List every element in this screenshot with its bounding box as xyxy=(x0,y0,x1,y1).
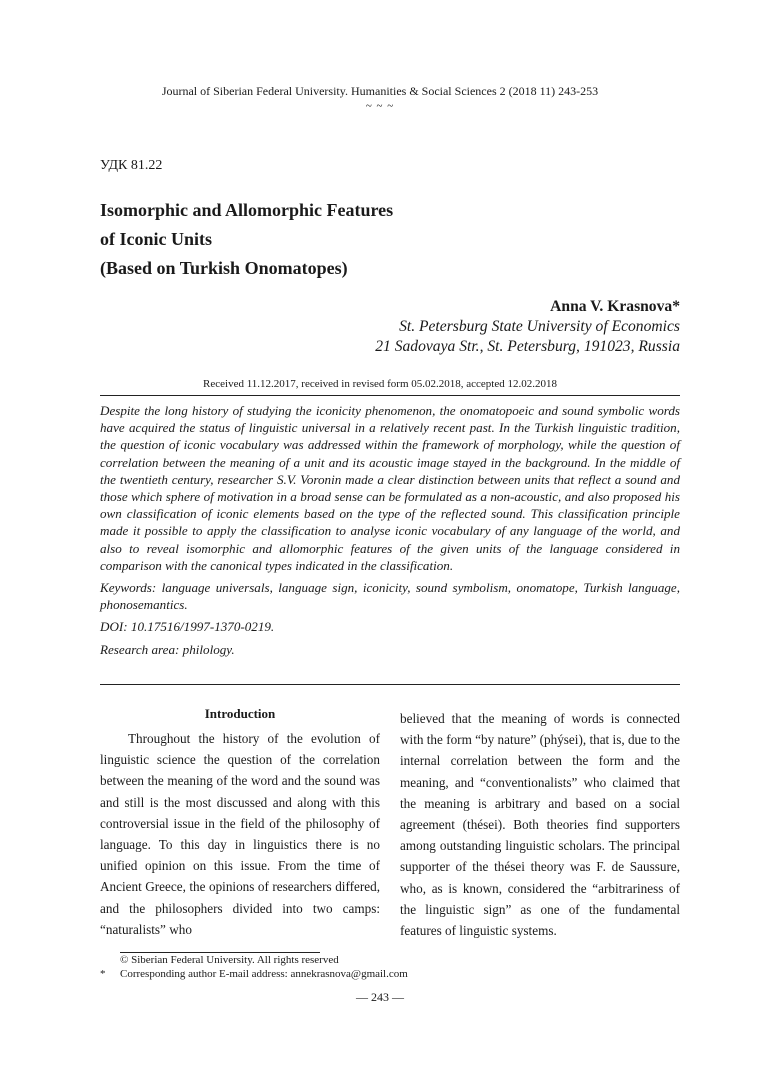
footnote-corresponding-text: Corresponding author E-mail address: annekrasnova@gmail.com xyxy=(120,968,408,980)
abstract-text: Despite the long history of studying the iconicity phenomenon, the onomatopoeic and sound symbolic words have acquired the status of linguistic universal in a relatively recent past. In the Turkish linguistic tradition, the question of iconic vocabulary was addressed within the framework of morphology, while the question of correlation between the meaning of a unit and its acoustic image stayed in the background. In the middle of the twentieth century, researcher S.V. Voronin made a clear distinction between units that reflect a sound and those which sphere of motivation in a broad sense can be formulated as a non-acoustic, and also proposed his own classification of iconic elements based on the type of the reflected sound. This classification principle made it possible to apply the classification to analyse iconic vocabulary of any language of the world, and also to reveal isomorphic and allomorphic features of the given units of the language considered in comparison with the canonical types indicated in the classification. xyxy=(100,403,680,573)
footnote-rule xyxy=(120,952,320,953)
author-affiliation: St. Petersburg State University of Economics xyxy=(399,318,680,335)
title-line-3: (Based on Turkish Onomatopes) xyxy=(100,258,348,278)
footnote-corresponding xyxy=(100,968,408,980)
section-separator: ~ ~ ~ xyxy=(365,100,395,112)
title-line-2: of Iconic Units xyxy=(100,229,212,249)
section-heading-introduction: Introduction xyxy=(204,706,276,721)
keywords: Keywords: language universals, language sign, iconicity, sound symbolism, onomatope, Turkish language, phonosemantics. xyxy=(100,580,680,613)
journal-header: Journal of Siberian Federal University. Humanities & Social Sciences 2 (2018 11) 243-253 xyxy=(161,84,599,98)
author-name: Anna V. Krasnova* xyxy=(550,298,680,315)
abstract-top-rule xyxy=(100,395,680,396)
body-paragraph: Throughout the history of the evolution of linguistic science the question of the correlation between the meaning of the word and the sound was and still is the most discussed and along with this controversial issue in the field of the philosophy of language. To this day in linguistics there is no unified opinion on this issue. From the time of Ancient Greece, the opinions of researchers differed, and the philosophers divided into two camps: “naturalists” who xyxy=(100,731,380,937)
abstract-block xyxy=(100,402,680,658)
article-title xyxy=(100,196,393,283)
page-number: — 243 — xyxy=(356,990,404,1004)
abstract-bottom-rule xyxy=(100,684,680,685)
body-column-right xyxy=(400,708,680,941)
footnote-marker: * xyxy=(100,968,106,980)
research-area: Research area: philology. xyxy=(100,641,235,657)
received-dates: Received 11.12.2017, received in revised form 05.02.2018, accepted 12.02.2018 xyxy=(203,378,557,390)
author-block xyxy=(375,297,680,357)
doi: DOI: 10.17516/1997-1370-0219. xyxy=(100,619,275,635)
body-paragraph-continued: believed that the meaning of words is connected with the form “by nature” (phýsei), that is, due to the internal correlation between the form and the meaning, and “conventionalists” who claimed that the meaning is arbitrary and based on a social agreement (thései). Both theories find supporters among outstanding linguistic scholars. The principal supporter of the thései theory was F. de Saussure, who, as is known, considered the “arbitrariness of the linguistic sign” as one of the fundamental features of linguistic systems. xyxy=(400,711,680,939)
author-address: 21 Sadovaya Str., St. Petersburg, 191023, Russia xyxy=(375,338,680,355)
body-column-left xyxy=(100,704,380,940)
title-line-1: Isomorphic and Allomorphic Features xyxy=(100,200,394,220)
udk-code: УДК 81.22 xyxy=(100,158,163,173)
footnote-copyright: © Siberian Federal University. All rights reserved xyxy=(120,954,339,966)
